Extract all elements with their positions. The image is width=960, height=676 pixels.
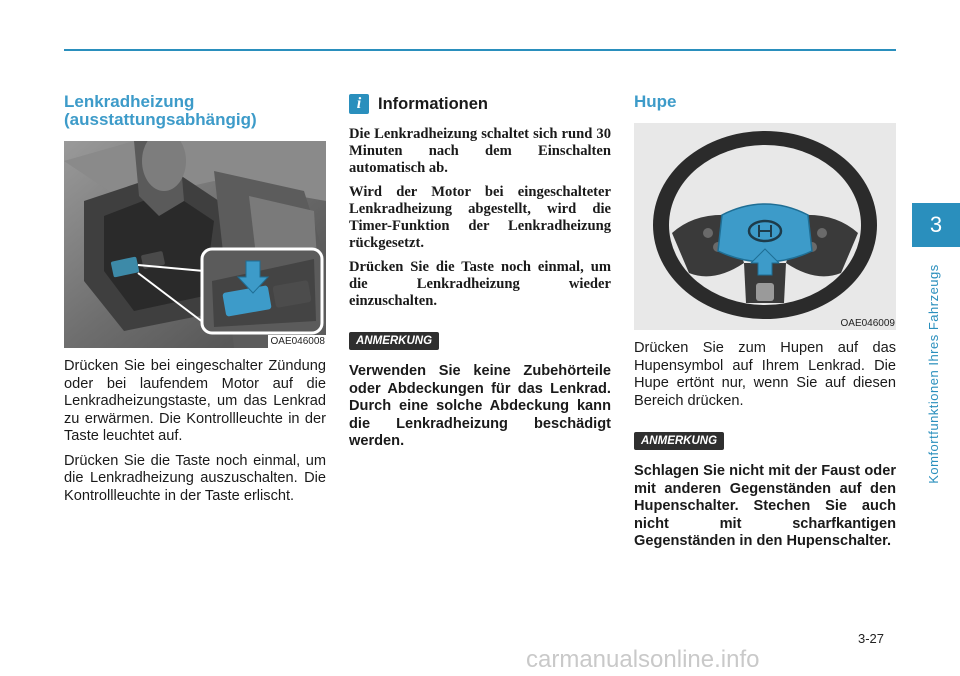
steering-wheel-image xyxy=(634,123,896,330)
info-paragraph-reactivate: Drücken Sie die Taste noch einmal, um die Lenkradheizung wieder einzuschalten. xyxy=(349,259,611,309)
paragraph-heating-off: Drücken Sie die Taste noch einmal, um die Lenkradheizung auszuschalten. Die Kontrollleuchte in der Taste erlischt. xyxy=(64,452,326,504)
figure-heated-steering-button xyxy=(64,141,326,348)
page-number: 3-27 xyxy=(858,631,885,646)
top-rule xyxy=(64,49,896,51)
note-text-cover: Verwenden Sie keine Zubehörteile oder Abdeckungen für das Lenkrad. Durch eine solche Abdeckung kann die Lenkradheizung beschädigt werden. xyxy=(349,363,611,449)
info-title: Informationen xyxy=(378,94,488,113)
figure-caption: OAE046008 xyxy=(268,335,327,348)
paragraph-horn: Drücken Sie zum Hupen auf das Hupensymbol auf Ihrem Lenkrad. Die Hupe ertönt nur, wenn Sie auf diesen Bereich drücken. xyxy=(634,340,896,409)
chapter-title-vertical xyxy=(922,258,946,490)
chapter-title-text: Komfortfunktionen Ihres Fahrzeugs xyxy=(926,264,941,484)
watermark: carmanualsonline.info xyxy=(526,646,760,673)
heading-lenkradheizung: Lenkradheizung (ausstattungsabhängig) xyxy=(64,92,257,129)
info-paragraph-auto-off: Die Lenkradheizung schaltet sich rund 30 Minuten nach dem Einschalten automatisch ab. xyxy=(349,126,611,176)
info-paragraph-timer-reset: Wird der Motor bei eingeschalteter Lenkradheizung abgestellt, wird die Timer-Funktion der Lenkradheizung rückgesetzt. xyxy=(349,184,611,251)
center-console-image xyxy=(64,141,326,348)
figure-horn-steering-wheel xyxy=(634,123,896,330)
note-text-horn: Schlagen Sie nicht mit der Faust oder mit anderen Gegenständen auf den Hupenschalter. Stechen Sie auch nicht mit scharfkantigen Gegenständen in den Hupenschalter. xyxy=(634,463,896,549)
info-header xyxy=(349,93,611,115)
column-right xyxy=(634,93,896,551)
note-badge: ANMERKUNG xyxy=(634,432,724,450)
chapter-number-badge: 3 xyxy=(912,203,960,247)
paragraph-heating-on: Drücken Sie bei eingeschalter Zündung oder bei laufendem Motor auf die Lenkradheizungstaste, um das Lenkrad zu erwärmen. Die Kontrollleuchte in der Taste leuchtet auf. xyxy=(64,358,326,444)
column-left xyxy=(64,93,326,512)
info-icon: i xyxy=(349,94,369,114)
column-middle xyxy=(349,93,611,451)
figure-caption: OAE046009 xyxy=(838,317,897,330)
note-badge: ANMERKUNG xyxy=(349,332,439,350)
heading-hupe: Hupe xyxy=(634,92,677,111)
